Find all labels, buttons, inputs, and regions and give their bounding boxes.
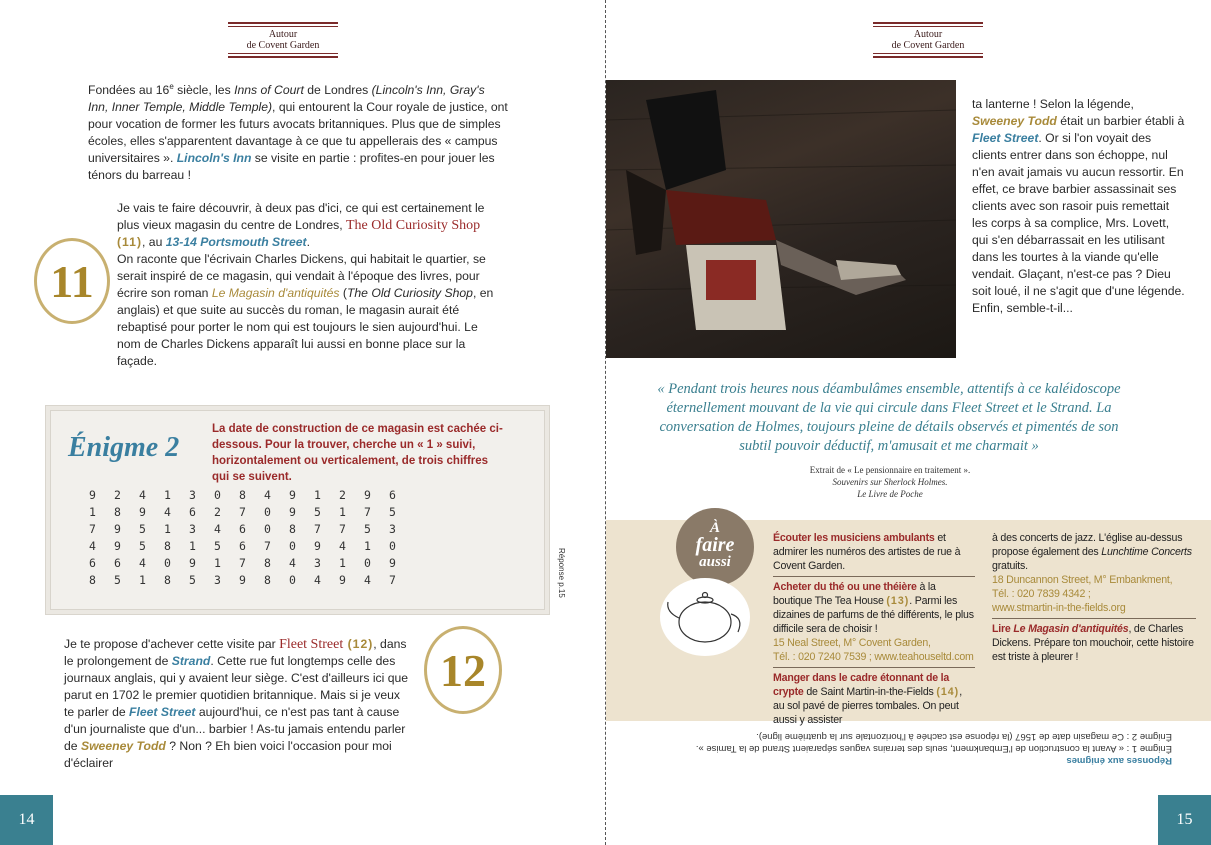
grid-cell: 1 xyxy=(339,505,346,519)
grid-cell: 1 xyxy=(214,556,221,570)
paragraph-old-curiosity-shop: Je vais te faire découvrir, à deux pas d'ici, ce qui est certainement le plus vieux magasin du centre de Londres, The Old Curiosity Shop (11), au 13-14 Portsmouth Street. On raconte que l'écrivain Charles Dickens, qui habitait le quartier, se serait inspiré de ce magasin, qui vendait à l'époque des livres, pour écrire son roman Le Magasin d'antiquités (The Old Curiosity Shop, en anglais) et que suite au succès du roman, le magasin aurait été rebaptisé pour porter le nom qui est toujours le sien aujourd'hui. Le nom de Charles Dickens apparaît lui aussi en bonne place sur la façade. xyxy=(117,201,494,368)
holmes-quote: « Pendant trois heures nous déambulâmes ensemble, attentifs à ce kaléidoscope éternellement mouvant de la vie qui circule dans Fleet Street et le Strand. La conversation de Holmes, toujours pleine de détails observés et pimentés de son subtil pouvoir déductif, m'amusait et me charmait » xyxy=(657,381,1121,454)
item-crypt: Manger dans le cadre étonnant de la crypte de Saint Martin-in-the-Fields (14), au sol pavé de pierres tombales. On peut aussi y assister xyxy=(773,672,962,726)
grid-cell: 9 xyxy=(239,573,246,587)
grid-cell: 2 xyxy=(114,488,121,502)
header-line1: Autour xyxy=(913,29,943,40)
shop-name: The Old Curiosity Shop xyxy=(346,218,481,233)
grid-cell: 4 xyxy=(139,488,146,502)
grid-cell: 5 xyxy=(139,539,146,553)
grid-row xyxy=(80,522,405,536)
grid-cell: 8 xyxy=(239,488,246,502)
grid-cell: 5 xyxy=(189,573,196,587)
grid-cell: 6 xyxy=(114,556,121,570)
stamp-number-12: 12 xyxy=(424,626,502,714)
item-jazz-concerts: à des concerts de jazz. L'église au-dessus propose également des Lunchtime Concerts gratuits. 18 Duncannon Street, M° Embankment, Tél. : 020 7839 4342 ; www.stmartin-in-the-fields.org xyxy=(992,532,1192,614)
location-portsmouth-street: 13-14 Portsmouth Street xyxy=(165,235,307,249)
grid-cell: 7 xyxy=(314,522,321,536)
grid-cell: 4 xyxy=(339,539,346,553)
answer-reference: Réponse p.15 xyxy=(557,548,566,598)
grid-cell: 0 xyxy=(289,573,296,587)
grid-cell: 1 xyxy=(364,539,371,553)
grid-cell: 4 xyxy=(164,505,171,519)
grid-cell: 4 xyxy=(214,522,221,536)
grid-cell: 2 xyxy=(214,505,221,519)
grid-cell: 9 xyxy=(314,539,321,553)
enigme-title: Énigme 2 xyxy=(68,432,180,463)
grid-cell: 9 xyxy=(89,488,96,502)
book-title: Le Magasin d'antiquités xyxy=(211,286,340,300)
grid-cell: 1 xyxy=(139,573,146,587)
location-lincolns-inn: Lincoln's Inn xyxy=(176,151,252,166)
grid-cell: 0 xyxy=(364,556,371,570)
grid-cell: 3 xyxy=(189,488,196,502)
grid-cell: 3 xyxy=(314,556,321,570)
grid-row xyxy=(80,505,405,519)
a-faire-aussi-badge: À faire aussi xyxy=(676,508,754,586)
grid-cell: 4 xyxy=(264,488,271,502)
grid-cell: 9 xyxy=(139,505,146,519)
grid-cell: 0 xyxy=(264,505,271,519)
enigme-number-grid xyxy=(80,488,405,590)
grid-cell: 5 xyxy=(214,539,221,553)
grid-cell: 4 xyxy=(314,573,321,587)
grid-cell: 0 xyxy=(389,539,396,553)
grid-cell: 9 xyxy=(289,505,296,519)
item-read-book: Lire Le Magasin d'antiquités, de Charles Dickens. Prépare ton mouchoir, cette histoire est triste à pleurer ! xyxy=(992,623,1194,663)
grid-cell: 0 xyxy=(264,522,271,536)
grid-cell: 3 xyxy=(214,573,221,587)
stamp-number-11: 11 xyxy=(34,238,110,324)
grid-cell: 7 xyxy=(339,522,346,536)
grid-cell: 1 xyxy=(189,539,196,553)
grid-cell: 5 xyxy=(314,505,321,519)
grid-cell: 9 xyxy=(389,556,396,570)
page-number-right: 15 xyxy=(1158,795,1211,845)
paragraph-sweeney-todd: ta lanterne ! Selon la légende, Sweeney Todd était un barbier établi à Fleet Street. Or si l'on voyait des clients entrer dans son échoppe, nul n'en avait jamais vu aucun ressortir. En effet, ce brave barbier assassinait ses clients avec son rasoir puis remettait les corps à sa complice, Mrs. Lovett, qui s'en débarrassait en les utilisant dans les tourtes à la viande qu'elle vendait. Glaçant, n'est-ce pas ? Dieu soit loué, il ne s'agit que d'une légende. Enfin, semble-t-il... xyxy=(972,97,1185,315)
grid-row xyxy=(80,488,405,502)
grid-cell: 7 xyxy=(264,539,271,553)
grid-row xyxy=(80,573,405,587)
grid-cell: 4 xyxy=(364,573,371,587)
a-faire-column-1 xyxy=(773,531,975,727)
running-header-right xyxy=(873,20,983,50)
teapot-drawing xyxy=(660,578,750,656)
enigme-instructions: La date de construction de ce magasin est cachée ci-dessous. Pour la trouver, cherche un « 1 » suivi, horizontalement ou verticalement, de trois chiffres qui se suivent. xyxy=(212,423,503,483)
grid-cell: 8 xyxy=(114,505,121,519)
grid-cell: 7 xyxy=(239,556,246,570)
header-line1: Autour xyxy=(268,29,298,40)
grid-cell: 9 xyxy=(339,573,346,587)
answers-upside-down: Réponses aux énigmes Énigme 1 : « Avant la construction de l'Embankment, seuls des terrains vagues séparaient Strand de la Tamise ». Énigme 2 : Ce magasin date de 1567 (la réponse est cachée à l'horizontale sur la quatrième ligne). xyxy=(695,731,1172,766)
grid-cell: 4 xyxy=(89,539,96,553)
page-number-left: 14 xyxy=(0,795,53,845)
grid-cell: 5 xyxy=(364,522,371,536)
grid-cell: 4 xyxy=(289,556,296,570)
grid-cell: 3 xyxy=(389,522,396,536)
running-header-left xyxy=(228,20,338,50)
header-line2: de Covent Garden xyxy=(891,40,965,51)
grid-cell: 8 xyxy=(289,522,296,536)
quote-source: Extrait de « Le pensionnaire en traitement ». Souvenirs sur Sherlock Holmes. Le Livre de Poche xyxy=(809,465,971,499)
item-tea-house: Acheter du thé ou une théière à la boutique The Tea House (13). Parmi les dizaines de parfums de thé différents, le plus difficile sera de choisir ! 15 Neal Street, M° Covent Garden, Tél. : 020 7240 7539 ; www.teahouseltd.com xyxy=(773,581,974,663)
grid-cell: 8 xyxy=(264,556,271,570)
grid-cell: 7 xyxy=(364,505,371,519)
grid-cell: 1 xyxy=(89,505,96,519)
grid-cell: 9 xyxy=(289,488,296,502)
paragraph-fleet-street: Je te propose d'achever cette visite par Fleet Street (12), dans le prolongement de Strand. Cette rue fut longtemps celle des journaux anglais, qui y avaient leur siège. C'est d'ailleurs ici que parut en 1702 le premier quotidien britannique. Mais si je veux te parler de Fleet Street aujourd'hui, ce n'est pas tant à cause d'un journaliste que d'un... barbier ! As-tu jamais entendu parler de Sweeney Todd ? Non ? Eh bien voici l'occasion pour moi d'éclairer xyxy=(64,637,409,770)
grid-cell: 8 xyxy=(164,539,171,553)
grid-cell: 6 xyxy=(89,556,96,570)
paragraph-inns-of-court: Fondées au 16e siècle, les Inns of Court de Londres (Lincoln's Inn, Gray's Inn, Inner Temple, Middle Temple), qui entourent la Cour royale de justice, ont pour vocation de former les futurs avocats britanniques. Plus que de simples écoles, elles s'apparentent davantage à ce que tu appellerais des « campus universitaires ». Lincoln's Inn se visite en partie : profites-en pour jouer les ténors du barreau ! xyxy=(88,82,508,183)
grid-cell: 8 xyxy=(89,573,96,587)
grid-cell: 6 xyxy=(239,539,246,553)
grid-cell: 9 xyxy=(189,556,196,570)
grid-cell: 8 xyxy=(164,573,171,587)
grid-cell: 5 xyxy=(139,522,146,536)
a-faire-column-2 xyxy=(992,531,1196,664)
grid-cell: 7 xyxy=(239,505,246,519)
grid-row xyxy=(80,539,405,553)
teapot-icon xyxy=(660,578,750,656)
grid-cell: 9 xyxy=(114,522,121,536)
grid-cell: 6 xyxy=(189,505,196,519)
grid-cell: 4 xyxy=(139,556,146,570)
barber-chair-illustration xyxy=(606,80,956,358)
grid-cell: 0 xyxy=(164,556,171,570)
grid-cell: 1 xyxy=(314,488,321,502)
grid-cell: 1 xyxy=(164,522,171,536)
header-line2: de Covent Garden xyxy=(246,40,320,51)
barber-chair-photo xyxy=(606,80,956,358)
grid-cell: 2 xyxy=(339,488,346,502)
grid-cell: 8 xyxy=(264,573,271,587)
grid-cell: 9 xyxy=(114,539,121,553)
grid-cell: 1 xyxy=(339,556,346,570)
grid-cell: 6 xyxy=(389,488,396,502)
grid-cell: 7 xyxy=(89,522,96,536)
grid-cell: 7 xyxy=(389,573,396,587)
grid-cell: 9 xyxy=(364,488,371,502)
item-musicians: Écouter les musiciens ambulants et admirer les numéros des artistes de rue à Covent Garden. xyxy=(773,532,961,572)
street-name: Fleet Street xyxy=(279,637,344,652)
grid-cell: 1 xyxy=(164,488,171,502)
grid-cell: 3 xyxy=(189,522,196,536)
grid-cell: 5 xyxy=(389,505,396,519)
grid-cell: 6 xyxy=(239,522,246,536)
grid-row xyxy=(80,556,405,570)
grid-cell: 0 xyxy=(289,539,296,553)
grid-cell: 0 xyxy=(214,488,221,502)
grid-cell: 5 xyxy=(114,573,121,587)
